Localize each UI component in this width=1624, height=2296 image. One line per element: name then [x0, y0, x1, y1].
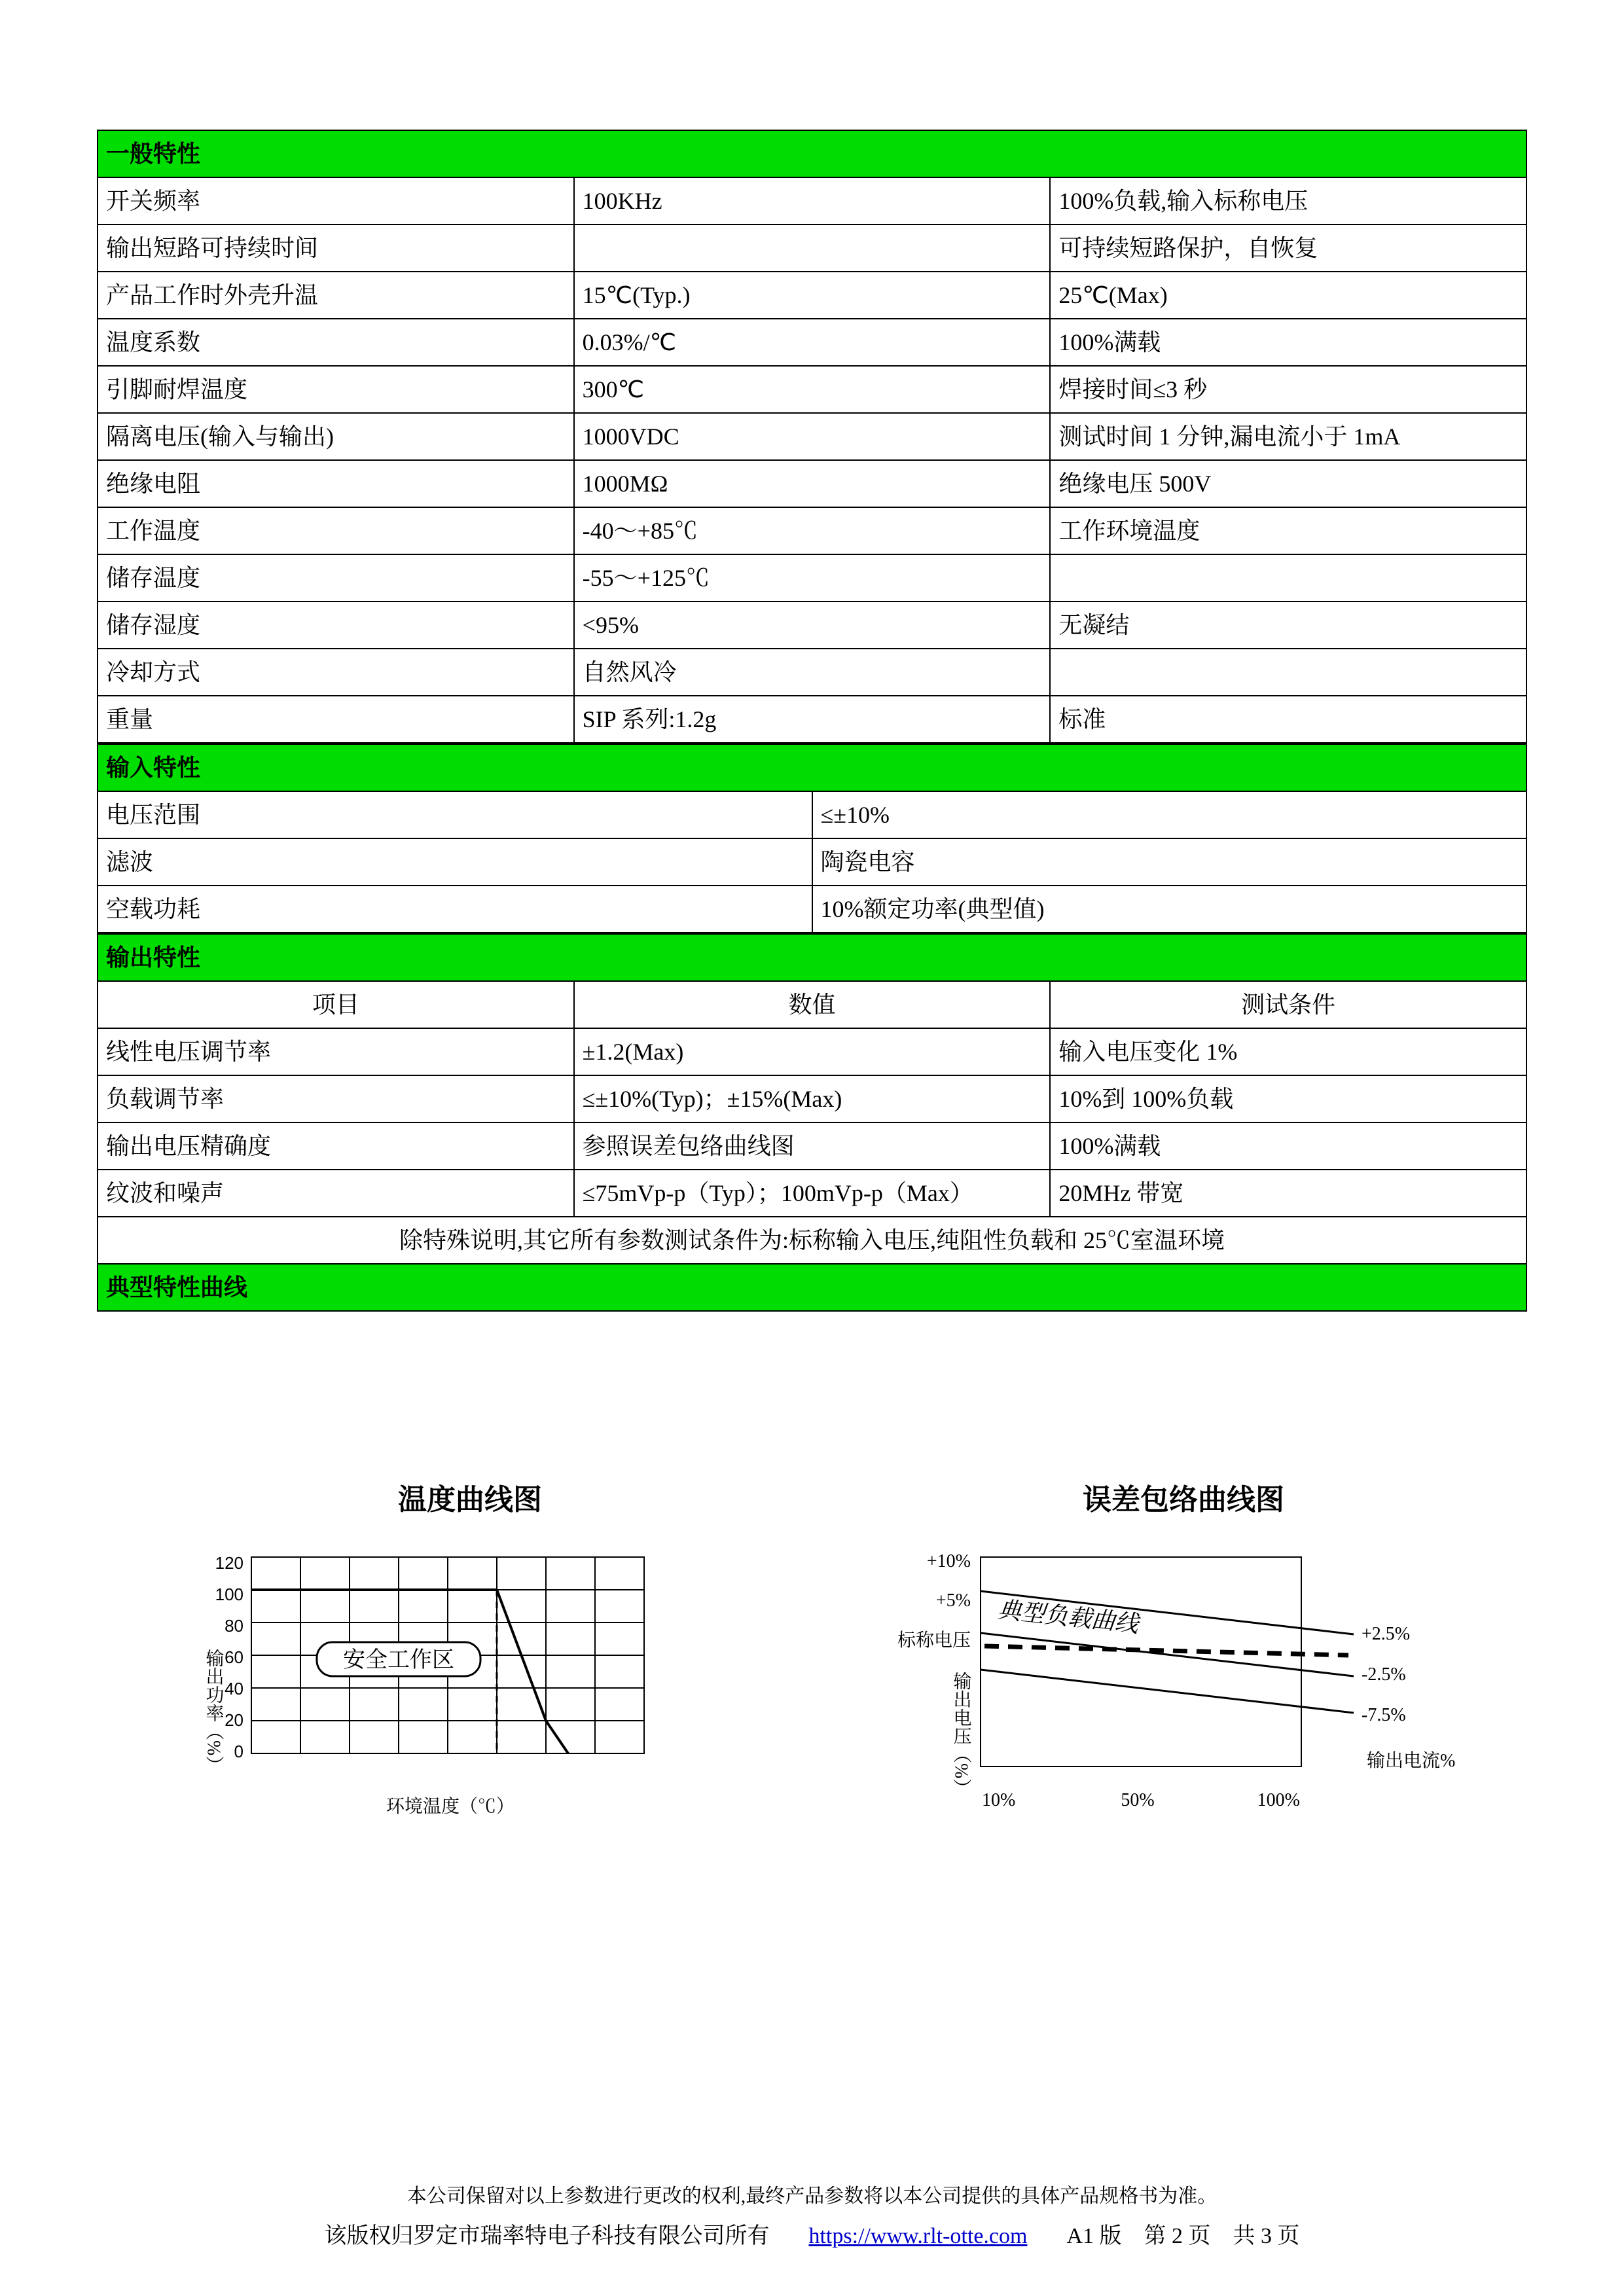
- cell-item: 输出电压精确度: [98, 1122, 574, 1170]
- cell-item: 绝缘电阻: [98, 460, 574, 507]
- cell-cond: 焊接时间≤3 秒: [1050, 366, 1526, 413]
- table-row: [98, 1122, 1526, 1170]
- cell-item: 输出短路可持续时间: [98, 224, 574, 272]
- label-minus2p5: -2.5%: [1362, 1664, 1406, 1685]
- cell-value: ≤±10%: [812, 791, 1527, 838]
- cell-item: 储存湿度: [98, 601, 574, 649]
- error-envelope-chart: [856, 1518, 1511, 1884]
- cell-cond: 25℃(Max): [1050, 272, 1526, 319]
- label-minus7p5: -7.5%: [1362, 1705, 1406, 1725]
- input-spec-table: [97, 744, 1527, 933]
- cell-cond: 工作环境温度: [1050, 507, 1526, 554]
- cell-item: 开关频率: [98, 177, 574, 224]
- column-header-value: 数值: [574, 981, 1051, 1028]
- cell-cond: 绝缘电压 500V: [1050, 460, 1526, 507]
- cell-value: -55～+125℃: [574, 554, 1051, 601]
- table-row: [98, 460, 1526, 507]
- output-spec-table: [97, 933, 1527, 1312]
- cell-item: 线性电压调节率: [98, 1028, 574, 1075]
- cell-cond: [1050, 649, 1526, 696]
- cell-cond: 100%满载: [1050, 1122, 1526, 1170]
- temperature-curve-title: 温度曲线图: [398, 1484, 542, 1516]
- column-header-item: 项目: [98, 981, 574, 1028]
- table-row: [98, 838, 1526, 886]
- temperature-ylabel: 输出功率（%）: [203, 1649, 224, 1774]
- section-title-input: 输入特性: [98, 744, 1526, 791]
- cell-item: 电压范围: [98, 791, 812, 838]
- ytick-120: 120: [215, 1553, 244, 1573]
- table-note-row: [98, 1217, 1526, 1264]
- table-row: [98, 366, 1526, 413]
- cell-item: 产品工作时外壳升温: [98, 272, 574, 319]
- footer-copyright: 该版权归罗定市瑞率特电子科技有限公司所有: [324, 2224, 770, 2248]
- cell-value: 300℃: [574, 366, 1051, 413]
- cell-item: 滤波: [98, 838, 812, 886]
- cell-value: 参照误差包络曲线图: [574, 1122, 1051, 1170]
- label-nominal-voltage: 标称电压: [897, 1630, 971, 1651]
- ytick-100: 100: [215, 1585, 244, 1604]
- cell-value: 15℃(Typ.): [574, 272, 1051, 319]
- table-row: [98, 319, 1526, 366]
- ytick-40: 40: [225, 1679, 244, 1698]
- section-title-general: 一般特性: [98, 130, 1526, 177]
- section-title-output: 输出特性: [98, 934, 1526, 981]
- ytick-60: 60: [225, 1647, 244, 1667]
- cell-value: ±1.2(Max): [574, 1028, 1051, 1075]
- cell-value: ≤±10%(Typ)；±15%(Max): [574, 1075, 1051, 1122]
- cell-value: 0.03%/℃: [574, 319, 1051, 366]
- label-plus2p5: +2.5%: [1362, 1624, 1411, 1644]
- cell-item: 温度系数: [98, 319, 574, 366]
- cell-value: 10%额定功率(典型值): [812, 886, 1527, 933]
- cell-value: -40～+85℃: [574, 507, 1051, 554]
- cell-item: 储存温度: [98, 554, 574, 601]
- cell-cond: 测试时间 1 分钟,漏电流小于 1mA: [1050, 413, 1526, 460]
- error-envelope-block: [856, 1476, 1511, 1888]
- table-row: [98, 791, 1526, 838]
- company-website-link[interactable]: https://www.rlt-otte.com: [808, 2224, 1028, 2248]
- ytick-0: 0: [234, 1742, 244, 1761]
- xtick-100: 100%: [1257, 1790, 1300, 1810]
- cell-item: 工作温度: [98, 507, 574, 554]
- label-plus5: +5%: [935, 1590, 971, 1611]
- cell-value: 1000VDC: [574, 413, 1051, 460]
- cell-value: <95%: [574, 601, 1051, 649]
- temperature-curve-chart: [175, 1518, 765, 1884]
- cell-value: 1000MΩ: [574, 460, 1051, 507]
- cell-cond: 20MHz 带宽: [1050, 1170, 1526, 1217]
- cell-cond: 标准: [1050, 696, 1526, 743]
- table-row: [98, 601, 1526, 649]
- cell-item: 负载调节率: [98, 1075, 574, 1122]
- table-row: [98, 507, 1526, 554]
- table-row: [98, 177, 1526, 224]
- footer-disclaimer: 本公司保留对以上参数进行更改的权利,最终产品参数将以本公司提供的具体产品规格书为准。: [406, 2185, 1218, 2207]
- ytick-20: 20: [225, 1710, 244, 1730]
- temperature-xlabel: 环境温度（℃）: [386, 1797, 515, 1817]
- table-row: [98, 1028, 1526, 1075]
- cell-value: 陶瓷电容: [812, 838, 1527, 886]
- spec-tables: [97, 130, 1527, 1312]
- ytick-80: 80: [225, 1616, 244, 1636]
- section-header-curves: [98, 1264, 1526, 1311]
- error-ylabel: 输出电压（%）: [950, 1672, 971, 1797]
- general-spec-table: [97, 130, 1527, 744]
- table-row: [98, 224, 1526, 272]
- cell-value: ≤75mVp-p（Typ）；100mVp-p（Max）: [574, 1170, 1051, 1217]
- table-header-row: [98, 981, 1526, 1028]
- cell-value: [574, 224, 1051, 272]
- column-header-cond: 测试条件: [1050, 981, 1526, 1028]
- cell-cond: 10%到 100%负载: [1050, 1075, 1526, 1122]
- label-plus10: +10%: [926, 1551, 971, 1571]
- section-header-general: [98, 130, 1526, 177]
- cell-item: 纹波和噪声: [98, 1170, 574, 1217]
- table-row: [98, 1075, 1526, 1122]
- table-row: [98, 413, 1526, 460]
- table-row: [98, 1170, 1526, 1217]
- temperature-curve-block: [175, 1476, 765, 1888]
- error-envelope-title: 误差包络曲线图: [1083, 1484, 1284, 1516]
- cell-cond: 可持续短路保护，自恢复: [1050, 224, 1526, 272]
- cell-cond: [1050, 554, 1526, 601]
- output-note: 除特殊说明,其它所有参数测试条件为:标称输入电压,纯阻性负载和 25℃室温环境: [98, 1217, 1526, 1264]
- table-row: [98, 886, 1526, 933]
- cell-cond: 无凝结: [1050, 601, 1526, 649]
- cell-cond: 输入电压变化 1%: [1050, 1028, 1526, 1075]
- cell-value: 自然风冷: [574, 649, 1051, 696]
- safe-region-label: 安全工作区: [343, 1647, 454, 1672]
- xtick-50: 50%: [1121, 1790, 1155, 1810]
- error-xaxis-caption: 输出电流%: [1367, 1751, 1456, 1771]
- table-row: [98, 272, 1526, 319]
- xtick-10: 10%: [982, 1790, 1016, 1810]
- page-footer: [0, 2179, 1624, 2250]
- table-row: [98, 554, 1526, 601]
- cell-item: 空载功耗: [98, 886, 812, 933]
- cell-cond: 100%满载: [1050, 319, 1526, 366]
- cell-item: 隔离电压(输入与输出): [98, 413, 574, 460]
- section-title-curves: 典型特性曲线: [98, 1264, 1526, 1311]
- footer-page-number: A1 版 第 2 页 共 3 页: [1066, 2224, 1300, 2248]
- section-header-output: [98, 934, 1526, 981]
- section-header-input: [98, 744, 1526, 791]
- cell-value: SIP 系列:1.2g: [574, 696, 1051, 743]
- cell-value: 100KHz: [574, 177, 1051, 224]
- table-row: [98, 649, 1526, 696]
- cell-item: 冷却方式: [98, 649, 574, 696]
- table-row: [98, 696, 1526, 743]
- typical-load-curve-label: 典型负载曲线: [996, 1596, 1140, 1638]
- typical-curves: [97, 1476, 1527, 1934]
- cell-item: 引脚耐焊温度: [98, 366, 574, 413]
- cell-cond: 100%负载,输入标称电压: [1050, 177, 1526, 224]
- cell-item: 重量: [98, 696, 574, 743]
